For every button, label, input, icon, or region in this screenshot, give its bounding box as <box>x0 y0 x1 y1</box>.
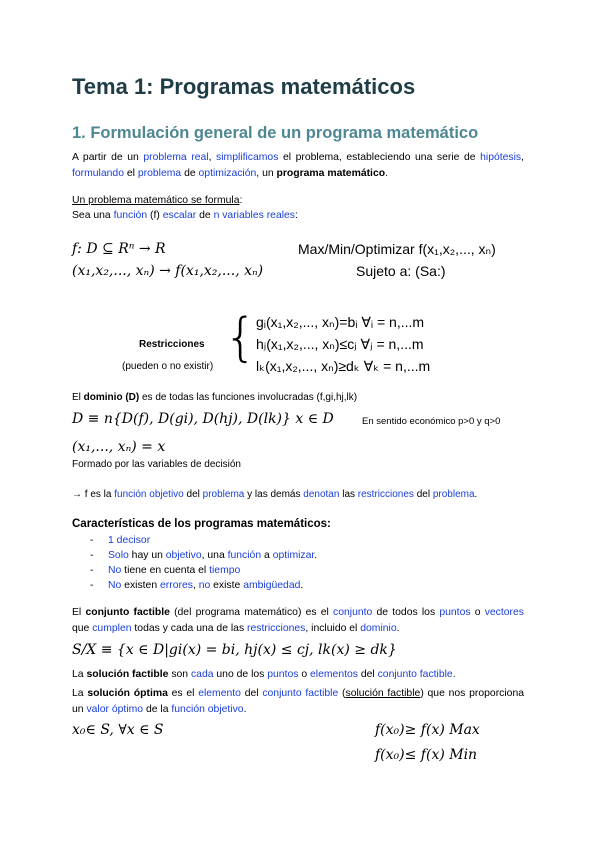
bold-programa: programa matemático <box>276 168 386 179</box>
section-heading: 1. Formulación general de un programa matemático <box>72 124 479 142</box>
restriction-h: hⱼ(x₁,x₂,..., xₙ)≤cⱼ ∀ⱼ = n,...m <box>256 336 424 352</box>
economic-note: En sentido económico p>0 y q>0 <box>362 416 501 427</box>
brace-icon: { <box>224 308 258 368</box>
math-line1-left: f: D ⊆ Rⁿ → R <box>72 241 166 257</box>
factible-formula: S/X ≡ {x ∈ D|gi(x) = bi, hj(x) ≤ cj, lk(x) ≥ dk} <box>72 642 397 658</box>
vector-def: (x₁,..., xₙ) = x <box>72 439 166 455</box>
min-condition: f(x₀)≤ f(x) Min <box>375 747 478 763</box>
formado-line: Formado por las variables de decisión <box>72 459 241 470</box>
caract-heading: Características de los programas matemáticos: <box>72 518 331 530</box>
link-problema-2[interactable]: problema <box>202 489 245 500</box>
factible-paragraph: El conjunto factible (del programa matemático) es el conjunto de todos los puntos o vectores que cumplen todas y cada una de las restricciones, incluido el dominio. <box>72 607 524 634</box>
list-item: - 1 decisor <box>90 533 510 548</box>
sea-line: Sea una función (f) escalar de n variables reales: <box>72 210 298 221</box>
restricciones-note: (pueden o no existir) <box>122 361 214 372</box>
dominio-formula: D ≡ n{D(f), D(gi), D(hj), D(lk)} x ∈ D <box>72 411 334 427</box>
objective-line: → f es la función objetivo del problema y las demás denotan las restricciones del problema. <box>72 489 478 500</box>
solucion-factible-line: La solución factible son cada uno de los puntos o elementos del conjunto factible. <box>72 669 456 680</box>
math-line2-left: (x₁,x₂,..., xₙ) → f(x₁,x₂,..., xₙ) <box>72 263 264 279</box>
optimal-condition: x₀∈ S, ∀x ∈ S <box>72 722 164 738</box>
link-formulando[interactable]: formulando <box>72 168 124 179</box>
list-item: - Solo hay un objetivo, una función a optimizar. <box>90 548 510 563</box>
link-problema[interactable]: problema <box>137 168 182 179</box>
restriction-l: lₖ(x₁,x₂,..., xₙ)≥dₖ ∀ₖ = n,...m <box>256 358 431 374</box>
link-optimizacion[interactable]: optimización <box>198 168 257 179</box>
list-item: - No tiene en cuenta el tiempo <box>90 563 510 578</box>
math-line2-right: Sujeto a: (Sa:) <box>356 263 446 279</box>
link-simplificamos[interactable]: simplificamos <box>216 152 279 163</box>
page-title: Tema 1: Programas matemáticos <box>72 74 416 99</box>
restriction-g: gᵢ(x₁,x₂,..., xₙ)=bᵢ ∀ᵢ = n,...m <box>256 314 425 330</box>
link-funcion-objetivo[interactable]: función objetivo <box>114 489 184 500</box>
list-item: - No existen errores, no existe ambigüedad. <box>90 578 510 593</box>
link-problema-real[interactable]: problema real <box>143 152 209 163</box>
dominio-line: El dominio (D) es de todas las funciones involucradas (f,gi,hj,lk) <box>72 392 358 403</box>
solucion-optima-paragraph: La solución óptima es el elemento del conjunto factible (solución factible) que nos proporciona un valor óptimo de la función objetivo. <box>72 688 524 715</box>
link-escalar[interactable]: escalar <box>162 210 197 221</box>
link-variables-reales[interactable]: variables reales <box>222 210 296 221</box>
link-denotan[interactable]: denotan <box>303 489 340 500</box>
link-restricciones[interactable]: restricciones <box>357 489 414 500</box>
max-condition: f(x₀)≥ f(x) Max <box>375 722 480 738</box>
caract-list <box>90 533 510 593</box>
link-hipotesis[interactable]: hipótesis <box>480 152 522 163</box>
intro-paragraph: A partir de un problema real, simplificamos el problema, estableciendo una serie de hipótesis, formulando el problema de optimización, un programa matemático. <box>72 152 525 179</box>
restricciones-label: Restricciones <box>139 339 205 350</box>
link-n[interactable]: n <box>213 210 220 221</box>
math-line1-right: Max/Min/Optimizar f(x₁,x₂,..., xₙ) <box>298 241 496 257</box>
link-funcion[interactable]: función <box>113 210 148 221</box>
formula-heading: Un problema matemático se formula: <box>72 195 243 206</box>
link-problema-3[interactable]: problema <box>432 489 475 500</box>
